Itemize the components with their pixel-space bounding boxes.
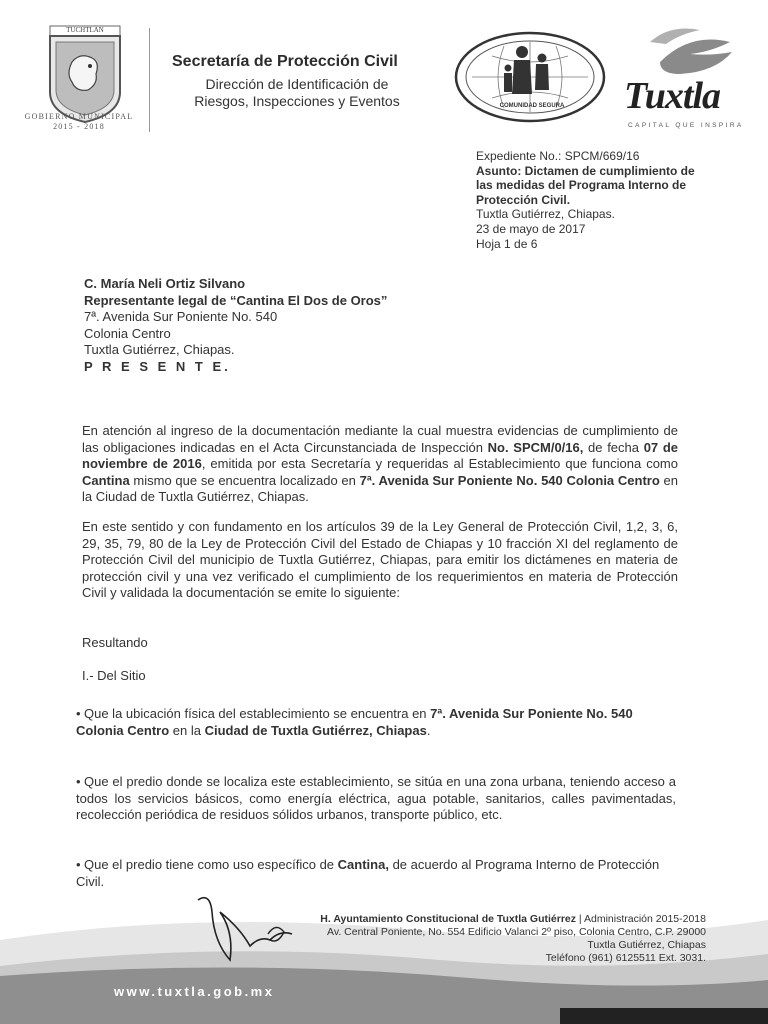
government-label (20, 112, 138, 132)
footer-line1 (280, 913, 706, 926)
bullet-dot: • (76, 774, 81, 789)
b2-text: Que el predio donde se localiza este establecimiento, se sitúa en una zona urbana, teniendo acceso a todos los servicios básicos, como energía eléctrica, agua potable, sanitarios, calles pavimentadas, recolección periódica de residuos sólidos urbanos, transporte público, etc. (76, 774, 676, 822)
recipient-address-1: 7ª. Avenida Sur Poniente No. 540 (84, 309, 278, 324)
recipient-role: Representante legal de “Cantina El Dos de Oros” (84, 292, 388, 308)
lugar: Tuxtla Gutiérrez, Chiapas. (476, 207, 615, 222)
b1-text-a: Que la ubicación física del establecimiento se encuentra en (84, 706, 431, 721)
shield-label: TUCHTLAN (66, 26, 104, 34)
header-divider (149, 28, 150, 132)
p1-address: 7ª. Avenida Sur Poniente No. 540 Colonia Centro (359, 472, 660, 488)
p1-text-i: en la Ciudad de Tuxtla Gutiérrez, Chiapas. (82, 472, 678, 504)
resultando-heading: Resultando (82, 635, 148, 650)
p1-text-c: de fecha (583, 439, 644, 455)
bullet-dot: • (76, 857, 81, 872)
gov-label-line1: GOBIERNO MUNICIPAL (24, 112, 134, 121)
recipient-block (84, 276, 504, 375)
footer-line2: Av. Central Poniente, No. 554 Edificio Valanci 2º piso, Colonia Centro, C.P. 29000 (327, 926, 706, 938)
p1-text-a: En atención al ingreso de la documentación mediante la cual muestra evidencias de cumplimiento de las obligaciones indicadas en el Acta Circunstanciada de Inspección (82, 423, 678, 455)
fecha: 23 de mayo de 2017 (476, 221, 586, 236)
paragraph-1 (82, 423, 678, 506)
gov-label-line2: 2015 - 2018 (53, 122, 105, 131)
asunto-line3: Protección Civil. (476, 192, 571, 207)
p1-acta-number: No. SPCM/0/16, (487, 439, 584, 455)
footer-contact (280, 913, 706, 965)
footer-website-link[interactable]: www.tuxtla.gob.mx (114, 984, 275, 999)
footer-institution: H. Ayuntamiento Constitucional de Tuxtla Gutiérrez (320, 913, 577, 925)
bullet-dot: • (76, 706, 81, 721)
b1-text-e: . (426, 722, 431, 738)
p1-acta-date: 07 de noviembre de 2016 (82, 439, 678, 471)
brand-tagline: CAPITAL QUE INSPIRA (628, 122, 744, 129)
bullet-predio (76, 774, 676, 824)
p1-text-e: , emitida por esta Secretaría y requeridas al Establecimiento que funciona como (201, 456, 678, 471)
bullet-uso (76, 857, 676, 890)
header-subtitle-line2: Riesgos, Inspecciones y Eventos (194, 93, 400, 109)
b1-city: Ciudad de Tuxtla Gutiérrez, Chiapas (204, 722, 427, 738)
b3-text-c: de acuerdo al Programa Interno de Protección Civil. (76, 857, 660, 889)
b1-text-c: en la (169, 722, 205, 738)
brand-name: Tuxtla (624, 75, 721, 117)
expediente: Expediente No.: SPCM/669/16 (476, 149, 640, 163)
del-sitio-heading: I.- Del Sitio (82, 668, 146, 683)
seal-text: COMUNIDAD SEGURA (499, 103, 565, 109)
recipient-name: C. María Neli Ortiz Silvano (84, 276, 246, 291)
b1-address: 7ª. Avenida Sur Poniente No. 540 Colonia Centro (76, 706, 633, 738)
presente: P R E S E N T E. (84, 358, 231, 374)
comunidad-segura-seal (452, 28, 608, 126)
b3-use: Cantina, (337, 857, 389, 872)
bullet-ubicacion (76, 706, 676, 739)
header-subtitle-line1: Dirección de Identificación de (205, 76, 389, 92)
p1-text-g: mismo que se encuentra localizado en (129, 472, 360, 488)
document-meta (476, 149, 756, 251)
paragraph-2: En este sentido y con fundamento en los artículos 39 de la Ley General de Protección Civil, 1,2, 3, 6, 29, 35, 79, 80 de la Ley de Protección Civil del Estado de Chiapas y 10 fracción XI del reglamento de Protección Civil del municipio de Tuxtla Gutiérrez, Chiapas, para emitir los dictámenes en materia de protección civil y una vez verificado el cumplimiento de los requerimientos en materia de Protección Civil y validada la documentación se emite lo siguiente: (82, 519, 678, 600)
header-subtitle (172, 76, 422, 110)
recipient-address-3: Tuxtla Gutiérrez, Chiapas. (84, 342, 235, 357)
asunto-line1: Asunto: Dictamen de cumplimiento de (476, 163, 695, 178)
recipient-address-2: Colonia Centro (84, 325, 171, 341)
footer-line4: Teléfono (961) 6125511 Ext. 3031. (545, 952, 706, 964)
asunto-line2: las medidas del Programa Interno de (476, 178, 687, 193)
header-title: Secretaría de Protección Civil (172, 53, 398, 70)
hoja: Hoja 1 de 6 (476, 236, 538, 251)
p1-establishment-type: Cantina (82, 472, 130, 488)
footer-administration: | Administración 2015-2018 (576, 913, 706, 925)
footer-line3: Tuxtla Gutiérrez, Chiapas (587, 939, 706, 951)
b3-text-a: Que el predio tiene como uso específico de (84, 857, 338, 872)
